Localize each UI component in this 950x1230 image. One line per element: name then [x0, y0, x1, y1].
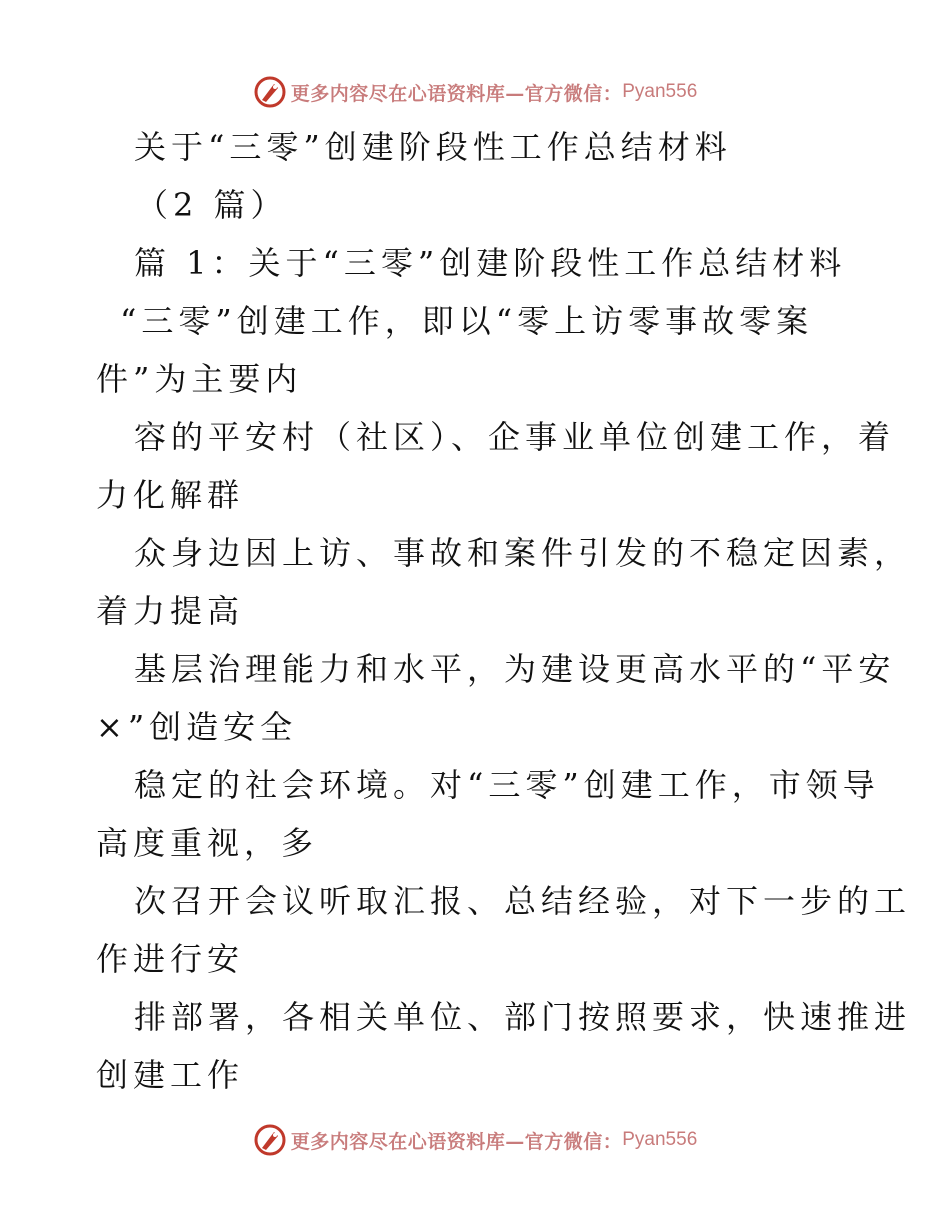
banner-wechat-id: Pyan556	[622, 81, 698, 102]
paragraph-line: ×”创造安全	[96, 708, 298, 746]
paragraph-line: 作进行安	[96, 940, 245, 978]
paragraph-line: 高度重视，多	[96, 824, 319, 862]
footer-banner	[0, 1118, 950, 1162]
pen-nib-icon	[253, 1123, 287, 1157]
pen-nib-icon	[253, 75, 287, 109]
paragraph-line: 着力提高	[96, 592, 245, 630]
banner-wechat-id: Pyan556	[622, 1129, 698, 1150]
paragraph-line: “三零”创建工作，即以“零上访零事故零案	[120, 302, 814, 340]
paragraph-line: 排部署，各相关单位、部门按照要求，快速推进	[134, 998, 912, 1036]
paragraph-line: 力化解群	[96, 476, 245, 514]
paragraph-line: 众身边因上访、事故和案件引发的不稳定因素，	[134, 534, 912, 572]
paragraph-line: 创建工作	[96, 1056, 245, 1094]
banner-text: 更多内容尽在心语资料库—官方微信：	[290, 82, 623, 105]
header-banner	[0, 70, 950, 114]
paragraph-line: 件”为主要内	[96, 360, 303, 398]
document-title: 关于“三零”创建阶段性工作总结材料	[134, 128, 732, 166]
section-heading: 篇 1：关于“三零”创建阶段性工作总结材料	[134, 244, 847, 282]
paragraph-line: 容的平安村（社区）、企事业单位创建工作，着	[134, 418, 896, 456]
banner-text: 更多内容尽在心语资料库—官方微信：	[290, 1130, 623, 1153]
paragraph-line: 次召开会议听取汇报、总结经验，对下一步的工	[134, 882, 912, 920]
document-subtitle: （2 篇）	[136, 186, 288, 224]
paragraph-line: 基层治理能力和水平，为建设更高水平的“平安	[134, 650, 896, 688]
paragraph-line: 稳定的社会环境。对“三零”创建工作，市领导	[134, 766, 880, 804]
